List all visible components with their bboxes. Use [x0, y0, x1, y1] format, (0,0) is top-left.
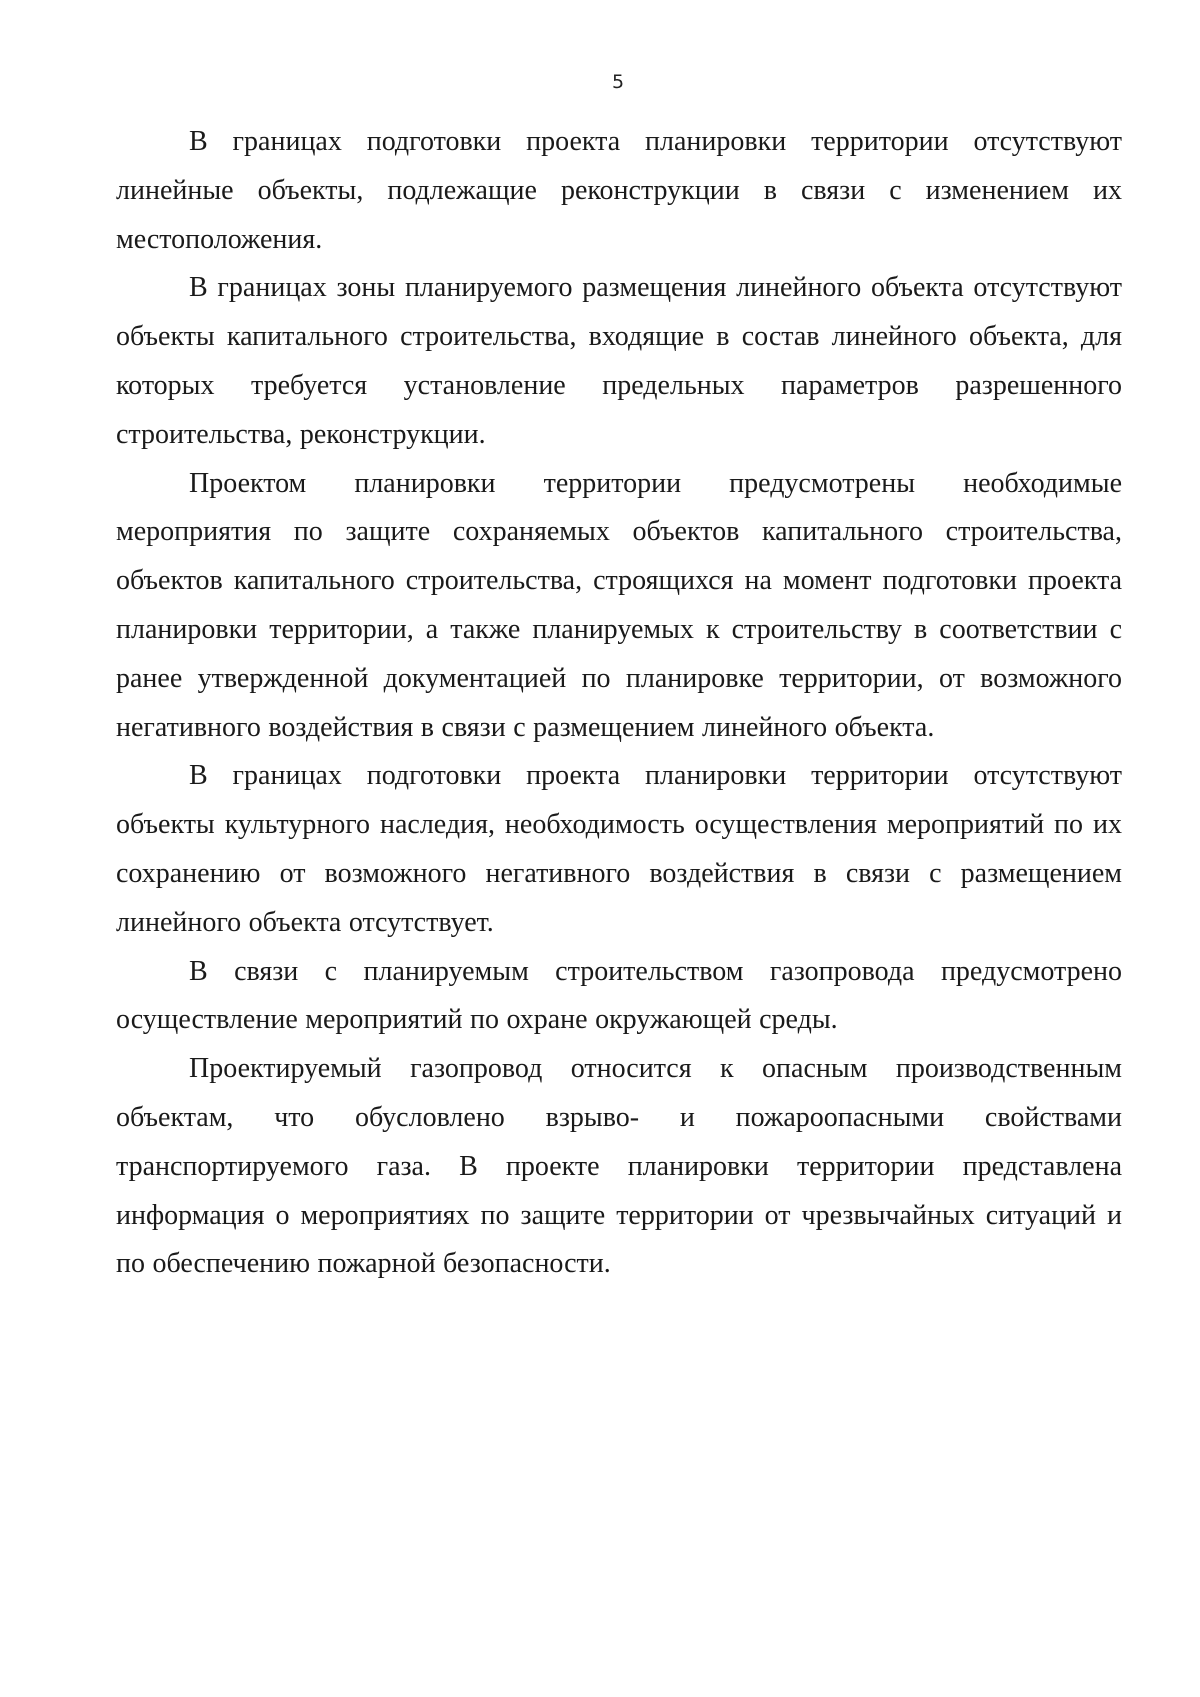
paragraph-capital-construction-objects: В границах зоны планируемого размещения линейного объекта отсутствуют объекты капитального строительства, входящие в состав линейного объекта, для которых требуется установление предельных параметров разрешенного строительства, реконструкции. — [116, 272, 1122, 450]
paragraph-protection-measures: Проектом планировки территории предусмотрены необходимые мероприятия по защите сохраняемых объектов капитального строительства, объектов капитального строительства, строящихся на момент подготовки проекта планировки территории, а также планируемых к строительству в соответствии с ранее утвержденной документацией по планировке территории, от возможного негативного воздействия в связи с размещением линейного объекта. — [116, 467, 1122, 743]
paragraph-linear-objects-reconstruction: В границах подготовки проекта планировки территории отсутствуют линейные объекты, подлежащие реконструкции в связи с изменением их местоположения. — [116, 126, 1122, 255]
document-body — [116, 118, 1122, 1289]
paragraph-fire-safety: Проектируемый газопровод относится к опасным производственным объектам, что обусловлено взрыво- и пожароопасными свойствами транспортируемого газа. В проекте планировки территории представлена информация о мероприятиях по защите территории от чрезвычайных ситуаций и по обеспечению пожарной безопасности. — [116, 1053, 1122, 1280]
paragraph-environment-protection: В связи с планируемым строительством газопровода предусмотрено осуществление мероприятий по охране окружающей среды. — [116, 955, 1122, 1036]
paragraph-cultural-heritage: В границах подготовки проекта планировки территории отсутствуют объекты культурного наследия, необходимость осуществления мероприятий по их сохранению от возможного негативного воздействия в связи с размещением линейного объекта отсутствует. — [116, 760, 1122, 938]
page-number: 5 — [611, 71, 625, 93]
